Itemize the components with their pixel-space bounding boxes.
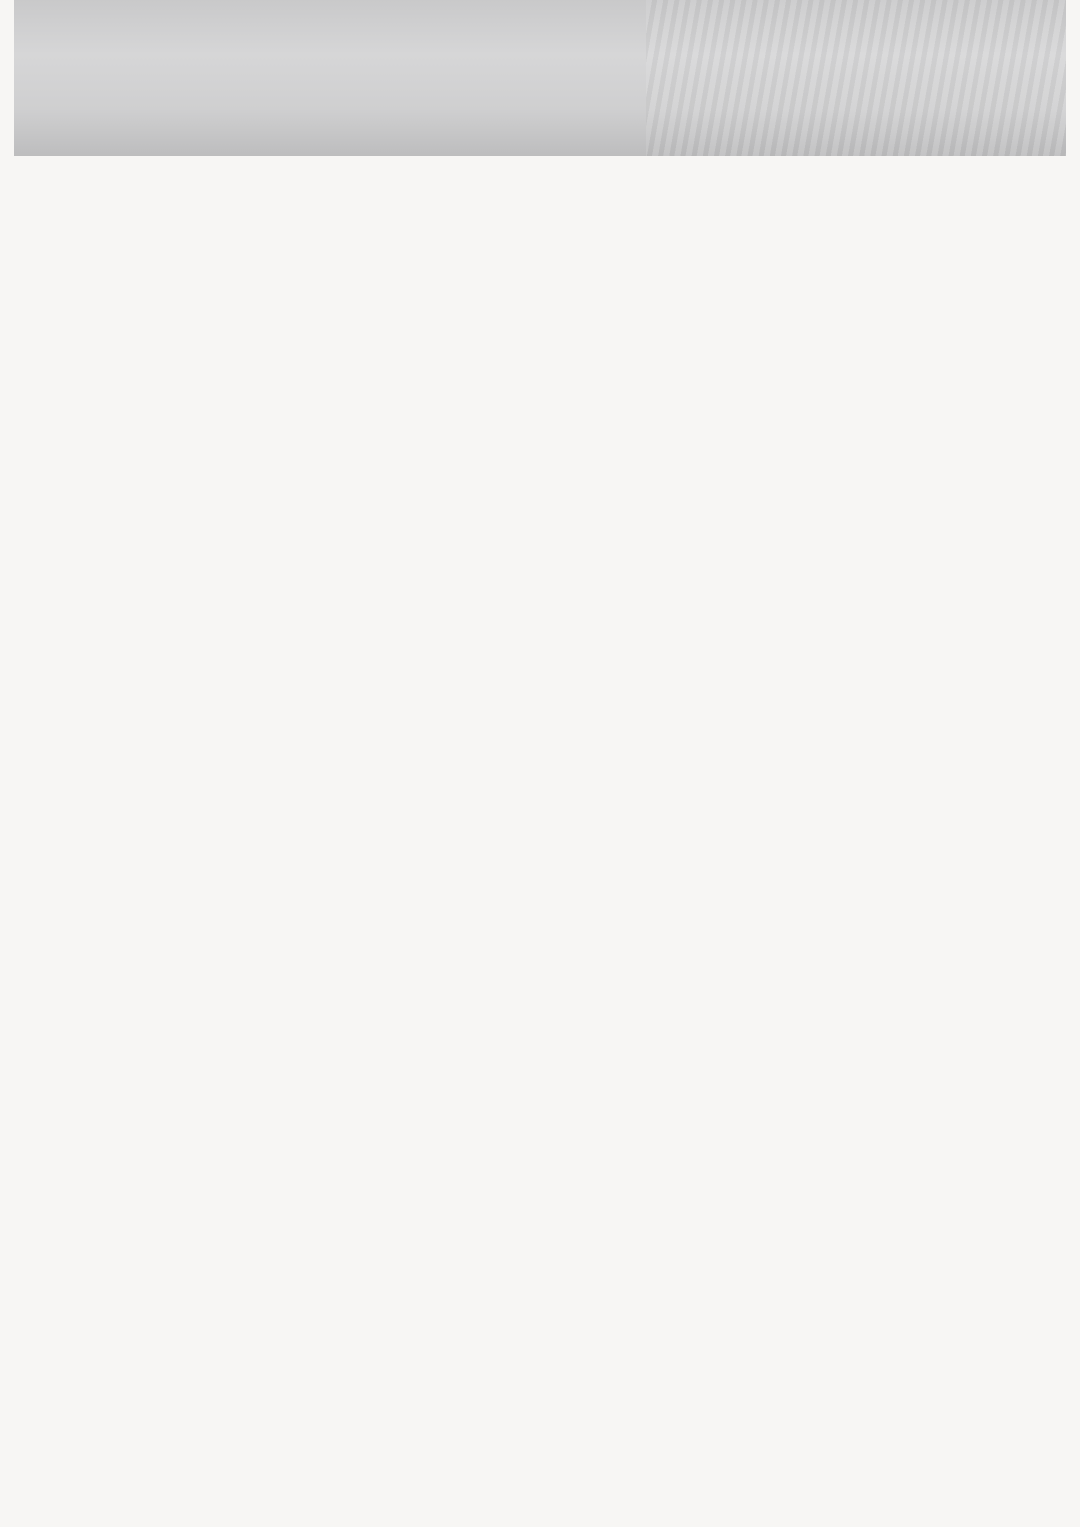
- page-footer: [948, 1457, 972, 1477]
- page-title: [200, 52, 226, 90]
- header-band: [14, 0, 1066, 156]
